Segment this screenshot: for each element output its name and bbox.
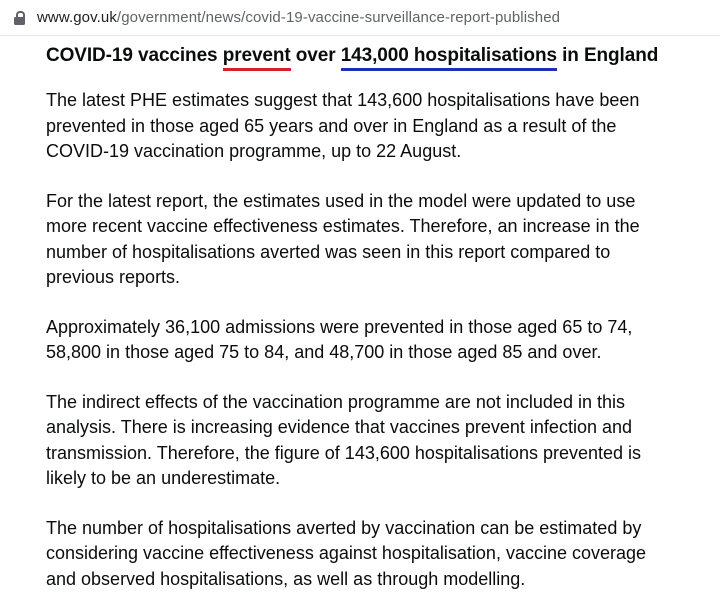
headline-part-3: in England [556, 45, 659, 66]
paragraph-line: The number of hospitalisations averted by vaccination can be estimated by [46, 517, 642, 538]
paragraph-line: considering vaccine effectiveness against hospitalisation, vaccine coverage [46, 543, 647, 563]
paragraph-line: number of hospitalisations averted was seen in this report compared to [46, 241, 611, 262]
paragraph-line: likely to be an underestimate. [46, 468, 281, 488]
paragraph-line: transmission. Therefore, the figure of 143,600 hospitalisations prevented is [46, 442, 642, 463]
paragraph-2 [46, 189, 706, 291]
url-path: /government/news/covid-19-vaccine-surveillance-report-published [116, 9, 561, 26]
paragraph-line: COVID-19 vaccination programme, up to 22 August. [46, 141, 462, 161]
headline-part-2: over [290, 45, 341, 66]
paragraph-4 [46, 390, 706, 492]
paragraph-line: and observed hospitalisations, as well as through modelling. [46, 568, 526, 589]
paragraph-line: more recent vaccine effectiveness estimates. Therefore, an increase in the [46, 216, 640, 236]
paragraph-line: prevented in those aged 65 years and over in England as a result of the [46, 115, 617, 136]
article-headline [46, 44, 706, 68]
paragraph-line: 58,800 in those aged 75 to 84, and 48,700 in those aged 85 and over. [46, 342, 602, 362]
headline-highlight-prevent: prevent [223, 45, 291, 71]
url-domain: www.gov.uk [37, 9, 117, 26]
paragraph-1 [46, 88, 706, 165]
paragraph-line: analysis. There is increasing evidence that vaccines prevent infection and [46, 417, 633, 437]
paragraph-3 [46, 315, 706, 366]
article-body [46, 44, 706, 616]
paragraph-line: For the latest report, the estimates used in the model were updated to use [46, 190, 636, 211]
paragraph-line: previous reports. [46, 267, 181, 287]
headline-highlight-hospitalisations: 143,000 hospitalisations [341, 45, 557, 71]
headline-part-1: COVID-19 vaccines [46, 45, 223, 66]
paragraph-line: Approximately 36,100 admissions were prevented in those aged 65 to 74, [46, 316, 633, 337]
url-text[interactable] [37, 9, 560, 26]
paragraph-5 [46, 516, 706, 593]
lock-icon[interactable] [14, 11, 25, 25]
paragraph-line: The latest PHE estimates suggest that 143,600 hospitalisations have been [46, 90, 640, 110]
address-bar[interactable] [0, 0, 720, 36]
paragraph-line: The indirect effects of the vaccination programme are not included in this [46, 391, 625, 412]
